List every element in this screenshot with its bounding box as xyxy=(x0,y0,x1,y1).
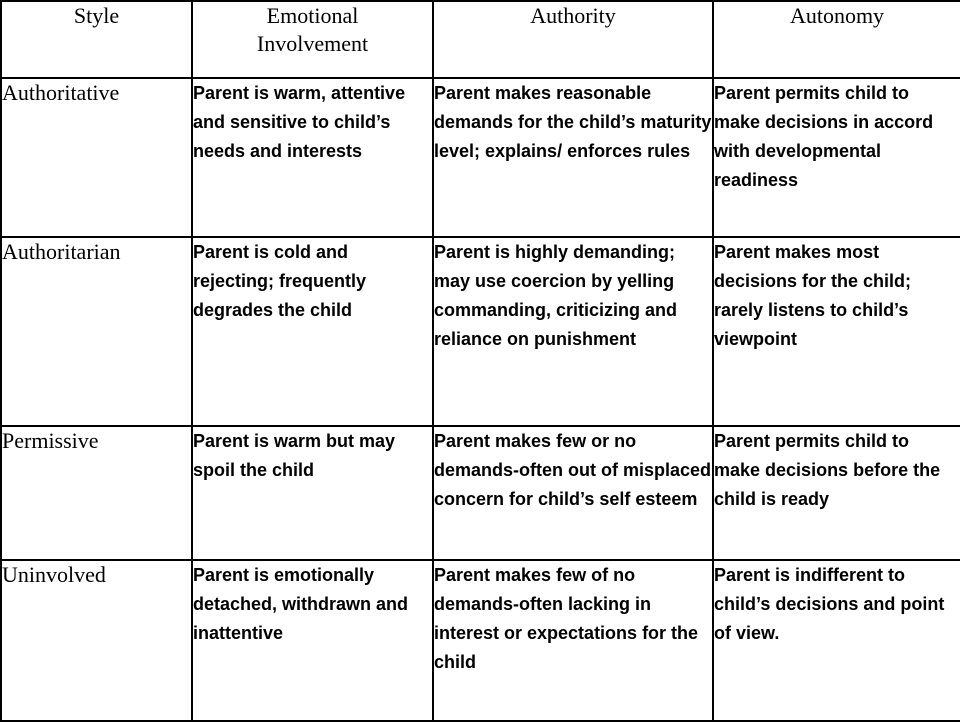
style-cell: Uninvolved xyxy=(1,560,192,721)
table-row xyxy=(1,426,960,560)
authority-cell: Parent makes few of no demands-often lacking in interest or expectations for the child xyxy=(433,560,713,721)
header-autonomy: Autonomy xyxy=(713,1,960,78)
header-emotional-involvement: Emotional Involvement xyxy=(192,1,433,78)
table-row xyxy=(1,237,960,426)
header-style: Style xyxy=(1,1,192,78)
autonomy-cell: Parent permits child to make decisions in accord with developmental readiness xyxy=(713,78,960,237)
table-row xyxy=(1,560,960,721)
style-cell: Permissive xyxy=(1,426,192,560)
authority-cell: Parent makes reasonable demands for the child’s maturity level; explains/ enforces rules xyxy=(433,78,713,237)
emotional-involvement-cell: Parent is warm, attentive and sensitive to child’s needs and interests xyxy=(192,78,433,237)
style-cell: Authoritarian xyxy=(1,237,192,426)
emotional-involvement-cell: Parent is emotionally detached, withdrawn and inattentive xyxy=(192,560,433,721)
autonomy-cell: Parent makes most decisions for the child; rarely listens to child’s viewpoint xyxy=(713,237,960,426)
header-authority: Authority xyxy=(433,1,713,78)
table-row xyxy=(1,78,960,237)
emotional-involvement-cell: Parent is warm but may spoil the child xyxy=(192,426,433,560)
style-cell: Authoritative xyxy=(1,78,192,237)
authority-cell: Parent is highly demanding; may use coercion by yelling commanding, criticizing and reliance on punishment xyxy=(433,237,713,426)
header-row xyxy=(1,1,960,78)
autonomy-cell: Parent permits child to make decisions before the child is ready xyxy=(713,426,960,560)
authority-cell: Parent makes few or no demands-often out of misplaced concern for child’s self esteem xyxy=(433,426,713,560)
emotional-involvement-cell: Parent is cold and rejecting; frequently degrades the child xyxy=(192,237,433,426)
autonomy-cell: Parent is indifferent to child’s decisions and point of view. xyxy=(713,560,960,721)
